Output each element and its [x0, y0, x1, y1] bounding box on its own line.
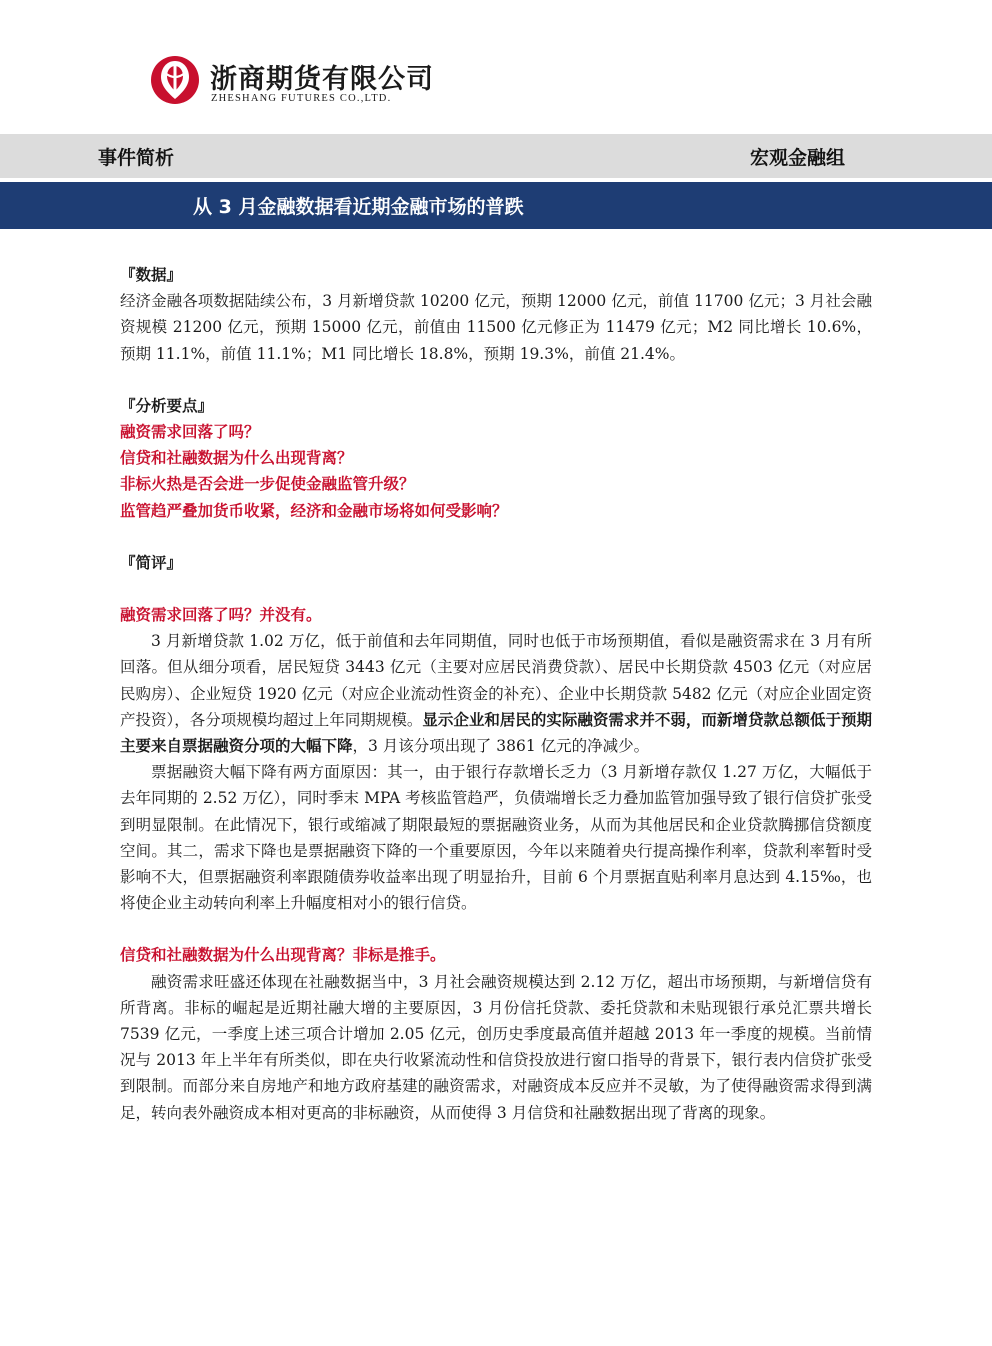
company-name-en: ZHESHANG FUTURES CO.,LTD. — [211, 93, 392, 104]
company-name-cn: 浙商期货有限公司 — [210, 64, 434, 95]
review-paragraph: 票据融资大幅下降有两方面原因：其一，由于银行存款增长乏力（3 月新增存款仅 1.27 万亿，大幅低于去年同期的 2.52 万亿），同时季末 MPA 考核监管趋严，负债端增长乏力叠加监管加强导致了银行信贷扩张受到明显限制。在此情况下，银行或缩减了期限最短的票据融资业务，从而为其他居民和企业贷款腾挪信贷额度空间。其二，需求下降也是票据融资下降的一个重要原因，今年以来随着央行提高操作利率，贷款利率暂时受影响不大，但票据融资利率跟随债券收益率出现了明显抬升，目前 6 个月票据直贴利率月息达到 4.15‰，也将使企业主动转向利率上升幅度相对小的银行信贷。 — [120, 763, 872, 913]
review-highlight: 显示企业和居民的实际融资需求并不弱，而新增贷款总额低于预期主要来自票据融资分项的大幅下降 — [120, 709, 872, 756]
section-heading-data: 『数据』 — [120, 265, 183, 284]
report-title-band — [0, 182, 992, 229]
review-subheading-divergence: 信贷和社融数据为什么出现背离？非标是推手。 — [120, 945, 446, 965]
review-paragraph: 融资需求旺盛还体现在社融数据当中，3 月社会融资规模达到 2.12 万亿，超出市场预期，与新增信贷有所背离。非标的崛起是近期社融大增的主要原因，3 月份信托贷款、委托贷款和未贴现银行承兑汇票共增长 7539 亿元，一季度上述三项合计增加 2.05 亿元，创历史季度最高值并超越 2013 年一季度的规模。当前情况与 2013 年上半年有所类似，即在央行收紧流动性和信贷投放进行窗口指导的背景下，银行表内信贷扩张受到限制。而部分来自房地产和地方政府基建的融资需求，对融资成本反应并不灵敏，为了使得融资需求得到满足，转向表外融资成本相对更高的非标融资，从而使得 3 月信贷和社融数据出现了背离的现象。 — [120, 972, 872, 1122]
report-title: 从 3 月金融数据看近期金融市场的普跌 — [193, 196, 524, 218]
analysis-point: 融资需求回落了吗？ — [120, 422, 260, 442]
company-logo — [150, 53, 450, 115]
report-header-band — [0, 134, 992, 178]
analysis-point: 信贷和社融数据为什么出现背离？ — [120, 448, 353, 468]
report-body — [120, 262, 872, 1126]
zheshang-logo-icon — [150, 53, 200, 107]
report-team: 宏观金融组 — [749, 147, 845, 169]
data-paragraph: 经济金融各项数据陆续公布，3 月新增贷款 10200 亿元，预期 12000 亿元，前值 11700 亿元；3 月社会融资规模 21200 亿元，预期 15000 亿元，前值由 11500 亿元修正为 11479 亿元；M2 同比增长 10.6%，预期 11.1%，前值 11.1%；M1 同比增长 18.8%，预期 19.3%，前值 21.4%。 — [120, 292, 872, 363]
review-paragraph — [120, 628, 872, 759]
section-heading-review: 『简评』 — [120, 552, 183, 572]
section-heading-analysis: 『分析要点』 — [120, 395, 214, 415]
analysis-point: 监管趋严叠加货币收紧，经济和金融市场将如何受影响？ — [120, 500, 508, 520]
report-category: 事件简析 — [98, 147, 175, 169]
review-text: ，3 月该分项出现了 3861 亿元的净减少。 — [352, 737, 650, 756]
analysis-point: 非标火热是否会进一步促使金融监管升级？ — [120, 474, 415, 494]
review-text: 3 月新增贷款 1.02 万亿，低于前值和去年同期值，同时也低于市场预期值，看似是融资需求在 3 月有所回落。但从细分项看，居民短贷 3443 亿元（主要对应居民消费贷款）、居民中长期贷款 4503 亿元（对应居民购房）、企业短贷 1920 亿元（对应企业流动性资金的补充）、企业中长期贷款 5482 亿元（对应企业固定资产投资），各分项规模均超过上年同期规模。 — [120, 632, 872, 729]
review-subheading-financing: 融资需求回落了吗？并没有。 — [120, 605, 322, 625]
